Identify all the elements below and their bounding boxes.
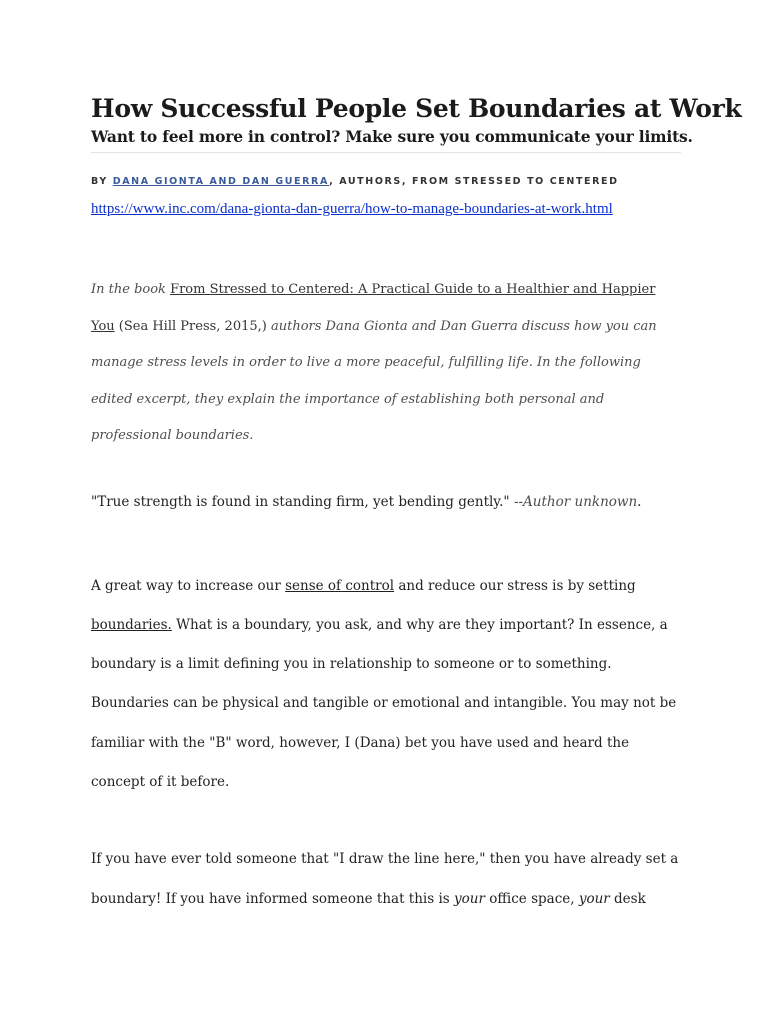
- sense-of-control-link[interactable]: sense of control: [285, 577, 395, 594]
- quote-attribution: --Author unknown: [513, 493, 638, 510]
- para1-text-2: and reduce our stress is by setting: [394, 577, 636, 594]
- para1-text-1: A great way to increase our: [91, 577, 286, 594]
- byline-suffix: , AUTHORS, FROM STRESSED TO CENTERED: [329, 176, 619, 187]
- body-paragraph-1: [91, 567, 681, 803]
- para2-emphasis-1: your: [454, 890, 485, 907]
- para2-emphasis-2: your: [578, 890, 610, 907]
- intro-rest: authors Dana Gionta and Dan Guerra discuss how you can manage stress levels in order to live a more peaceful, fulfilling life. In the following edited excerpt, they explain the importance of establishing both personal and professional boundaries.: [91, 318, 657, 443]
- article: [91, 92, 742, 919]
- authors-link[interactable]: DANA GIONTA AND DAN GUERRA: [112, 176, 330, 187]
- publisher-info: (Sea Hill Press, 2015,): [114, 318, 267, 334]
- para2-text-1: If you have ever told someone that "I draw the line here," then you have already set a boundary! If you have informed someone that this is: [91, 851, 679, 907]
- boundaries-link[interactable]: boundaries.: [91, 616, 172, 633]
- quote: [91, 492, 681, 512]
- para2-text-2: office space,: [484, 890, 579, 907]
- article-title: How Successful People Set Boundaries at Work: [91, 94, 742, 123]
- book-title-link[interactable]: From Stressed to Centered: A Practical Guide to a Healthier and Happier You: [91, 282, 656, 334]
- para1-text-3: What is a boundary, you ask, and why are they important? In essence, a boundary is a limit defining you in relationship to someone or to something. Boundaries can be physical and tangible or emotional and intangible. You may not be familiar with the "B" word, however, I (Dana) bet you have used and heard the concept of it before.: [91, 616, 677, 790]
- quote-text: "True strength is found in standing firm, yet bending gently.": [91, 493, 514, 510]
- quote-end: .: [637, 493, 642, 510]
- article-subtitle: Want to feel more in control? Make sure you communicate your limits.: [91, 126, 681, 153]
- byline-prefix: BY: [91, 176, 113, 187]
- source-url-link[interactable]: https://www.inc.com/dana-gionta-dan-guerra/how-to-manage-boundaries-at-work.html: [91, 201, 613, 217]
- intro-lead: In the book: [91, 282, 171, 297]
- byline: [91, 175, 681, 189]
- body-paragraph-2: [91, 840, 681, 919]
- intro-paragraph: [91, 272, 681, 455]
- para2-text-3: desk: [609, 890, 646, 907]
